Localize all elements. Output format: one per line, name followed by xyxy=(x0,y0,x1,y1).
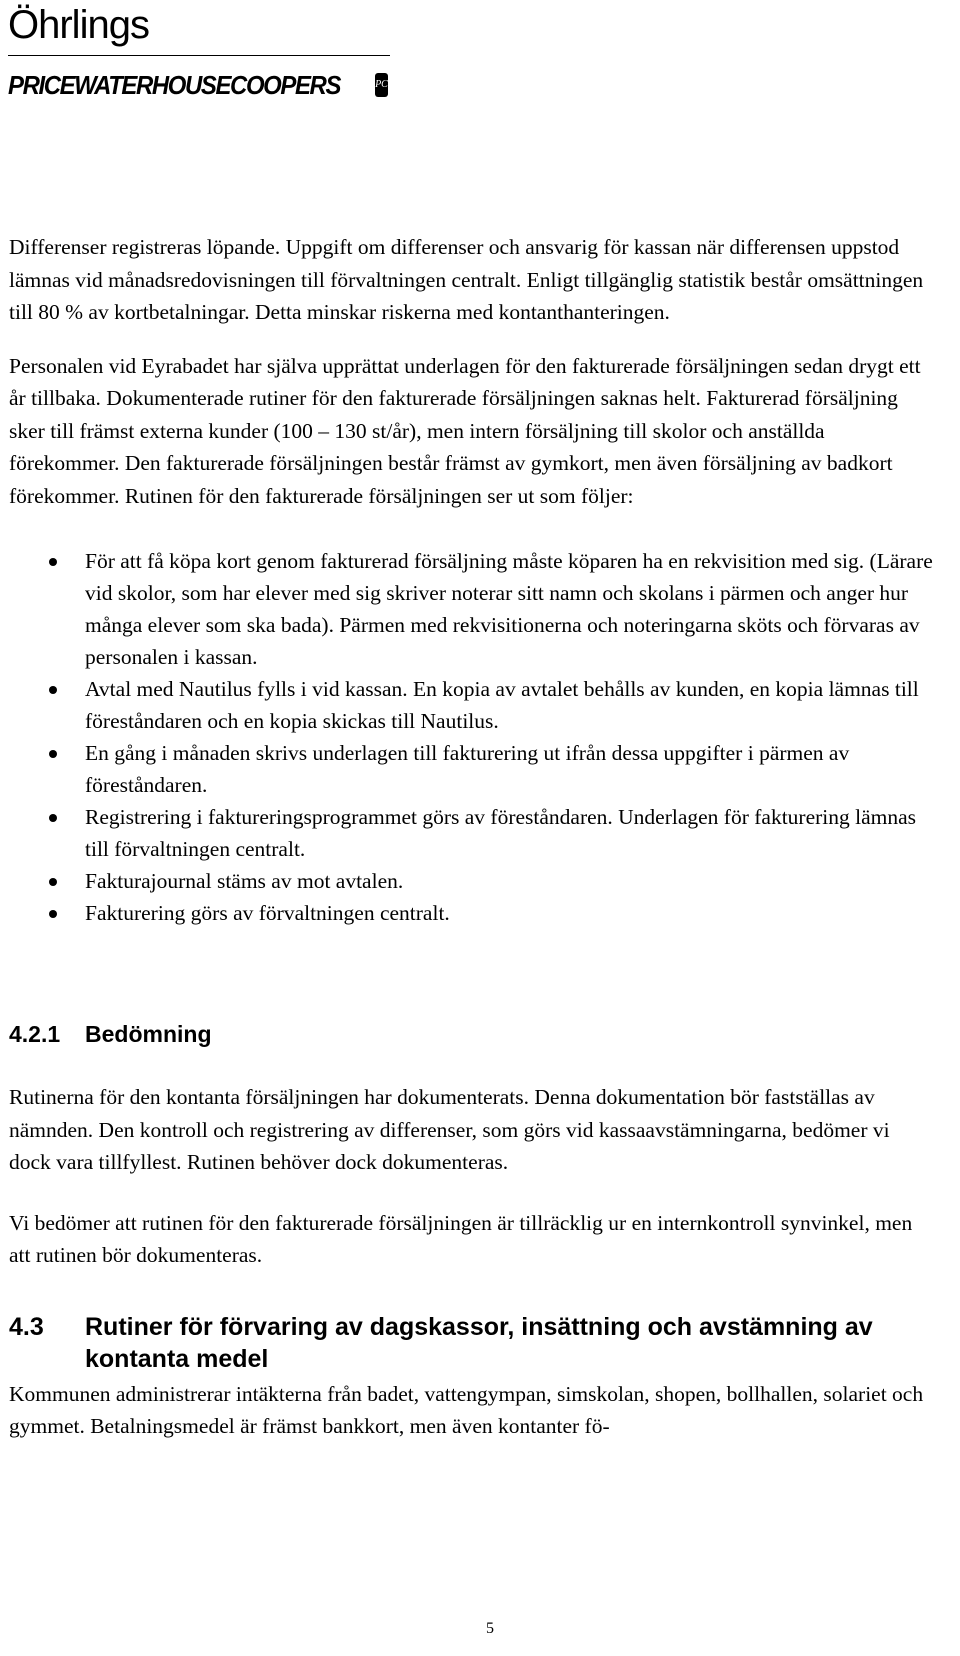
list-item: Fakturajournal stäms av mot avtalen. xyxy=(9,865,934,897)
list-item: En gång i månaden skrivs underlagen till fakturering ut ifrån dessa uppgifter i pärmen av föreståndaren. xyxy=(9,737,934,801)
document-body xyxy=(9,231,934,1443)
header-divider xyxy=(8,55,390,56)
paragraph-vi-bedomer: Vi bedömer att rutinen för den fakturerade försäljningen är tillräcklig ur en internkontroll synvinkel, men att rutinen bör dokumenteras. xyxy=(9,1210,913,1267)
pwc-logo: PRICEWATERHOUSECOOPERS xyxy=(8,70,341,100)
section-number: 4.2.1 xyxy=(9,1021,61,1047)
section-heading-rutiner xyxy=(9,1311,934,1375)
paragraph-kommunen: Kommunen administrerar intäkterna från badet, vattengympan, simskolan, shopen, bollhallen, solariet och gymmet. Betalningsmedel är främst bankkort, men även kontanter fö- xyxy=(9,1381,924,1438)
bullet-icon xyxy=(49,878,57,886)
bullet-icon xyxy=(49,750,57,758)
section-number: 4.3 xyxy=(9,1312,44,1341)
section-title: Bedömning xyxy=(85,1021,212,1047)
paragraph-personalen: Personalen vid Eyrabadet har själva upprättat underlagen för den fakturerade försäljningen sedan drygt ett år tillbaka. Dokumenterade rutiner för den fakturerade försäljningen saknas helt. Fakturerad försäljning sker till främst externa kunder (100 – 130 st/år), men intern försäljning till skolor och anställda förekommer. Den fakturerade försäljningen består främst av gymkort, men även försäljning av badkort förekommer. Rutinen för den fakturerade försäljningen ser ut som följer: xyxy=(9,353,921,508)
list-item: Registrering i faktureringsprogrammet görs av föreståndaren. Underlagen för fakturering lämnas till förvaltningen centralt. xyxy=(9,801,934,865)
bullet-icon xyxy=(49,686,57,694)
paragraph-rutinerna: Rutinerna för den kontanta försäljningen har dokumenterats. Denna dokumentation bör fastställas av nämnden. Den kontroll och registrering av differenser, som görs vid kassaavstämningarna, bedömer vi dock vara tillfyllest. Rutinen behöver dock dokumenteras. xyxy=(9,1085,890,1174)
list-item: Avtal med Nautilus fylls i vid kassan. En kopia av avtalet behålls av kunden, en kopia lämnas till föreståndaren och en kopia skickas till Nautilus. xyxy=(9,673,934,737)
paragraph-differenser: Differenser registreras löpande. Uppgift om differenser och ansvarig för kassan när differensen uppstod lämnas vid månadsredovisningen till förvaltningen centralt. Enligt tillgänglig statistik består omsättningen till 80 % av kortbetalningar. Detta minskar riskerna med kontanthanteringen. xyxy=(9,235,924,324)
page-number: 5 xyxy=(486,1620,494,1637)
letterhead xyxy=(8,2,388,104)
section-heading-bedomning xyxy=(9,1019,934,1049)
seal-icon: PC xyxy=(375,73,388,97)
pwc-logo-row xyxy=(8,66,388,104)
bullet-icon xyxy=(49,558,57,566)
bullet-icon xyxy=(49,814,57,822)
list-item: Fakturering görs av förvaltningen centralt. xyxy=(9,897,934,929)
routine-list xyxy=(9,545,934,929)
section-title: Rutiner för förvaring av dagskassor, insättning och avstämning av kontanta medel xyxy=(85,1312,873,1373)
list-item: För att få köpa kort genom fakturerad försäljning måste köparen ha en rekvisition med sig. (Lärare vid skolor, som har elever med sig skriver noterar sitt namn och skolans i pärmen och anger hur många elever som ska bada). Pärmen med rekvisitionerna och noteringarna sköts och förvaras av personalen i kassan. xyxy=(9,545,934,673)
company-name: Öhrlings xyxy=(8,3,149,47)
bullet-icon xyxy=(49,910,57,918)
